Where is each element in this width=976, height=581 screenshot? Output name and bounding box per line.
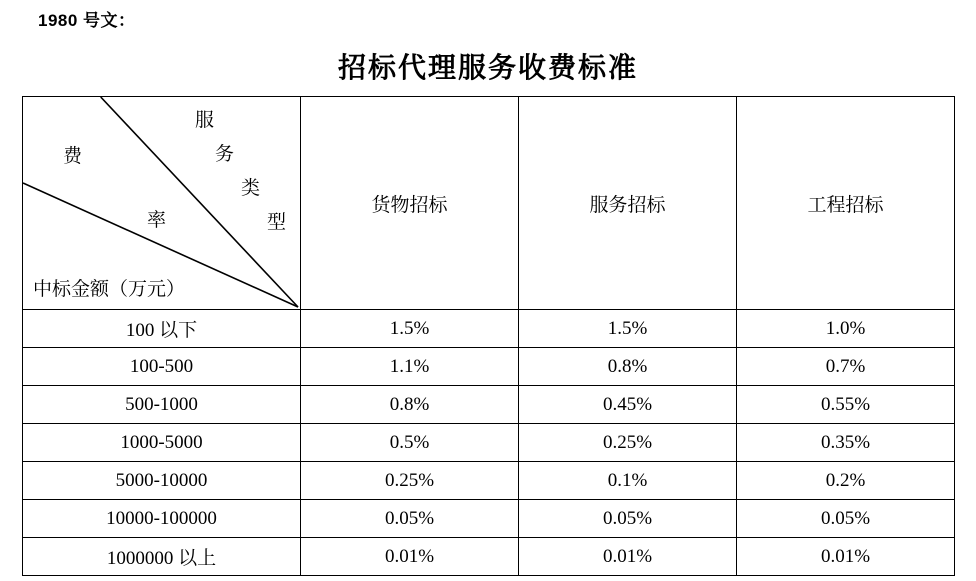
table-row: [23, 348, 955, 386]
corner-service-type-char-4: 型: [267, 212, 287, 233]
table-row: [23, 424, 955, 462]
cell-goods: 0.5%: [301, 424, 519, 462]
cell-project: 0.55%: [737, 386, 955, 424]
corner-service-type-char-2: 务: [215, 144, 235, 165]
table-row: [23, 310, 955, 348]
cell-service: 0.45%: [519, 386, 737, 424]
cell-goods: 0.25%: [301, 462, 519, 500]
cell-goods: 1.5%: [301, 310, 519, 348]
corner-rate-label: 率: [147, 210, 167, 231]
row-header-range: 5000-10000: [23, 462, 301, 500]
cell-project: 0.01%: [737, 538, 955, 576]
table-corner-cell: [23, 97, 301, 310]
row-header-range: 500-1000: [23, 386, 301, 424]
corner-service-type-char-1: 服: [195, 110, 215, 131]
cell-project: 1.0%: [737, 310, 955, 348]
row-header-range: 1000-5000: [23, 424, 301, 462]
table-row: [23, 462, 955, 500]
corner-fee-label: 费: [63, 146, 83, 167]
fee-table-container: [22, 96, 954, 576]
cell-service: 0.8%: [519, 348, 737, 386]
cell-service: 0.25%: [519, 424, 737, 462]
cell-project: 0.7%: [737, 348, 955, 386]
row-header-range: 100 以下: [23, 310, 301, 348]
cell-project: 0.2%: [737, 462, 955, 500]
column-header-goods: 货物招标: [301, 97, 519, 310]
fee-table: [22, 96, 955, 576]
table-row: [23, 538, 955, 576]
column-header-service: 服务招标: [519, 97, 737, 310]
corner-service-type-label: [173, 103, 293, 233]
row-header-range: 1000000 以上: [23, 538, 301, 576]
column-header-project: 工程招标: [737, 97, 955, 310]
cell-service: 0.01%: [519, 538, 737, 576]
table-row: [23, 386, 955, 424]
cell-service: 0.05%: [519, 500, 737, 538]
cell-goods: 0.05%: [301, 500, 519, 538]
cell-service: 0.1%: [519, 462, 737, 500]
cell-project: 0.05%: [737, 500, 955, 538]
document-note: 1980 号文：: [38, 11, 136, 30]
table-row: [23, 500, 955, 538]
cell-goods: 0.01%: [301, 538, 519, 576]
row-header-range: 100-500: [23, 348, 301, 386]
corner-amount-label: 中标金额（万元）: [33, 279, 186, 300]
cell-service: 1.5%: [519, 310, 737, 348]
cell-project: 0.35%: [737, 424, 955, 462]
corner-service-type-char-3: 类: [241, 178, 261, 199]
row-header-range: 10000-100000: [23, 500, 301, 538]
table-header-row: [23, 97, 955, 310]
cell-goods: 1.1%: [301, 348, 519, 386]
cell-goods: 0.8%: [301, 386, 519, 424]
page-title: 招标代理服务收费标准: [337, 53, 638, 84]
